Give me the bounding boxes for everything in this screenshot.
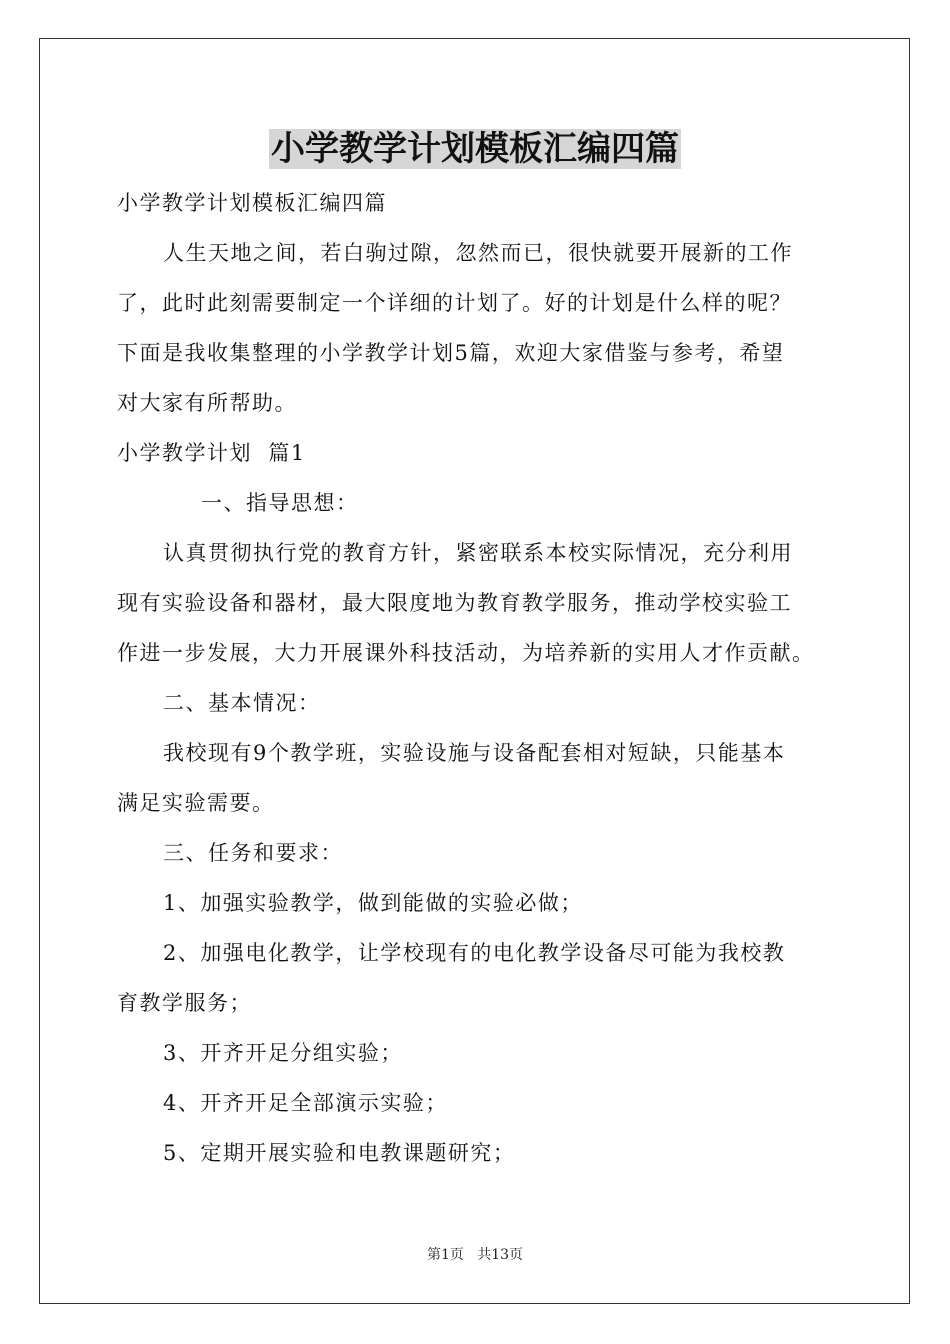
document-body xyxy=(117,178,837,1178)
task-item-5: 5、定期开展实验和电教课题研究； xyxy=(163,1141,516,1165)
task-item-3: 3、开齐开足分组实验； xyxy=(163,1041,403,1065)
intro-line-3: 下面是我收集整理的小学教学计划5篇，欢迎大家借鉴与参考，希望 xyxy=(117,341,785,365)
page-number: 第1页 共13页 xyxy=(426,1247,524,1263)
task-item-2-line-1: 2、加强电化教学，让学校现有的电化教学设备尽可能为我校教 xyxy=(163,941,786,965)
subtitle: 小学教学计划模板汇编四篇 xyxy=(117,191,387,215)
intro-line-1: 人生天地之间，若白驹过隙，忽然而已，很快就要开展新的工作 xyxy=(163,241,793,265)
task-item-1: 1、加强实验教学，做到能做的实验必做； xyxy=(163,891,583,915)
heading-basic-situation: 二、基本情况： xyxy=(163,691,321,715)
intro-line-4: 对大家有所帮助。 xyxy=(117,391,297,415)
document-title xyxy=(0,124,950,174)
heading-guiding-thought: 一、指导思想： xyxy=(201,491,359,515)
document-title-text: 小学教学计划模板汇编四篇 xyxy=(271,129,679,169)
heading-tasks: 三、任务和要求： xyxy=(163,841,343,865)
task-item-2-line-2: 育教学服务； xyxy=(117,991,252,1015)
p1-line-2: 现有实验设备和器材，最大限度地为教育教学服务，推动学校实验工 xyxy=(117,591,792,615)
p1-line-1: 认真贯彻执行党的教育方针，紧密联系本校实际情况，充分利用 xyxy=(163,541,793,565)
page-footer xyxy=(0,1244,950,1264)
section-heading: 小学教学计划 篇1 xyxy=(117,441,306,465)
p2-line-1: 我校现有9个教学班，实验设施与设备配套相对短缺，只能基本 xyxy=(163,741,786,765)
intro-line-2: 了，此时此刻需要制定一个详细的计划了。好的计划是什么样的呢？ xyxy=(117,291,792,315)
p2-line-2: 满足实验需要。 xyxy=(117,791,275,815)
task-item-4: 4、开齐开足全部演示实验； xyxy=(163,1091,448,1115)
p1-line-3: 作进一步发展，大力开展课外科技活动，为培养新的实用人才作贡献。 xyxy=(117,641,815,665)
